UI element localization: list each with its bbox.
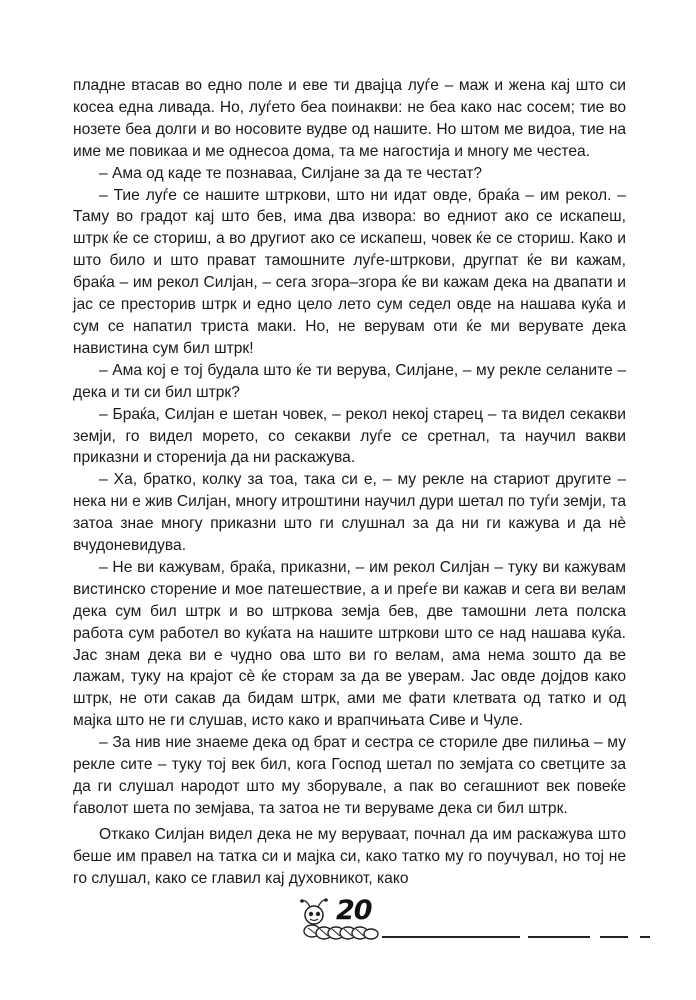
paragraph: – Ха, братко, колку за тоа, така си е, – му рекле на стариот другите – нека ни е жив Силјан, многу итроштини научил дури шетал по туѓи земји, та затоа знае многу приказни што ги слушнал за да ни ги кажува и да нè вчудоневидува. [73,471,626,555]
paragraph: пладне втасав во едно поле и еве ти двајца луѓе – маж и жена кај што си косеа една ливада. Но, луѓето беа поинакви: не беа како нас сосем; тие во нозете беа долги и во носовите вудве од нашите. Но штом ме видоа, тие на име ме повикаа и ме однесоа дома, та ме нагостија и многу ме честеа. [73,77,626,160]
paragraph: – Тие луѓе се нашите штркови, што ни идат овде, браќа – им рекол. – Таму во градот кај што бев, има два извора: во едниот ако се искапеш, штрк ќе се сториш, а во другиот ако се искапеш, човек ќе се сториш. Како и што било и што прават тамошните луѓе-штркови, другпат ќе ви кажам, браќа – им рекол Силјан, – сега згора–згора ќе ви кажам дека на двапати и јас се престорив штрк и едно цело лето сум седел овде на нашава куќа и сум се напатил триста маки. Но, не верувам оти ќе ми верувате дека навистина сум бил штрк! [73,186,626,357]
footer-rule [600,936,628,938]
paragraph: – Ама од каде те познаваа, Силјане за да те честат? [99,164,483,182]
paragraph: Откако Силјан видел дека не му веруваат, почнал да им раскажува што беше им правел на татка си и мајка си, како татко му го поучувал, но тој не го слушал, како се главил кај духовникот, како [73,825,626,887]
footer-rule [640,936,650,938]
page-footer [0,895,696,955]
paragraph: – За нив ние знаеме дека од брат и сестра се сториле две пилиња – му рекле сите – туку тој век бил, кога Господ шетал по земјата со светците за да ги слушал народот што му зборувале, а пак во сегашниот век повеќе ѓаволот шета по земјава, та затоа не ти веруваме дека си бил штрк. [73,734,626,817]
page-text [73,75,626,890]
footer-rule [382,936,520,938]
paragraph: – Браќа, Силјан е шетан човек, – рекол некој старец – та видел секакви земји, го видел морето, со секакви луѓе се сретнал, та научил вакви приказни и сторенија да ни раскажува. [73,405,626,467]
page-number: 20 [336,895,372,926]
footer-rule [528,936,590,938]
paragraph: – Ама кој е тој будала што ќе ти верува, Силјане, – му рекле селаните – дека и ти си бил штрк? [73,361,626,401]
paragraph: – Не ви кажувам, браќа, приказни, – им рекол Силјан – туку ви кажувам вистинско сторение и мое патешествие, а и преѓе ви кажав и сега ви велам дека сум бил штрк и во штркова земја бев, две тамошни лета полска работа сум работел во куќата на нашите штркови што се над нашава куќа. Јас знам дека ви е чудно ова што ви го велам, ама нема зошто да ве лажам, туку на крајот сè ќе сторам за да ве уверам. Јас овде дојдов како штрк, не оти сакав да бидам штрк, ами ме фати клетвата од татко и од мајка што не ги слушав, исто како и врапчињата Сиве и Чуле. [73,558,626,730]
